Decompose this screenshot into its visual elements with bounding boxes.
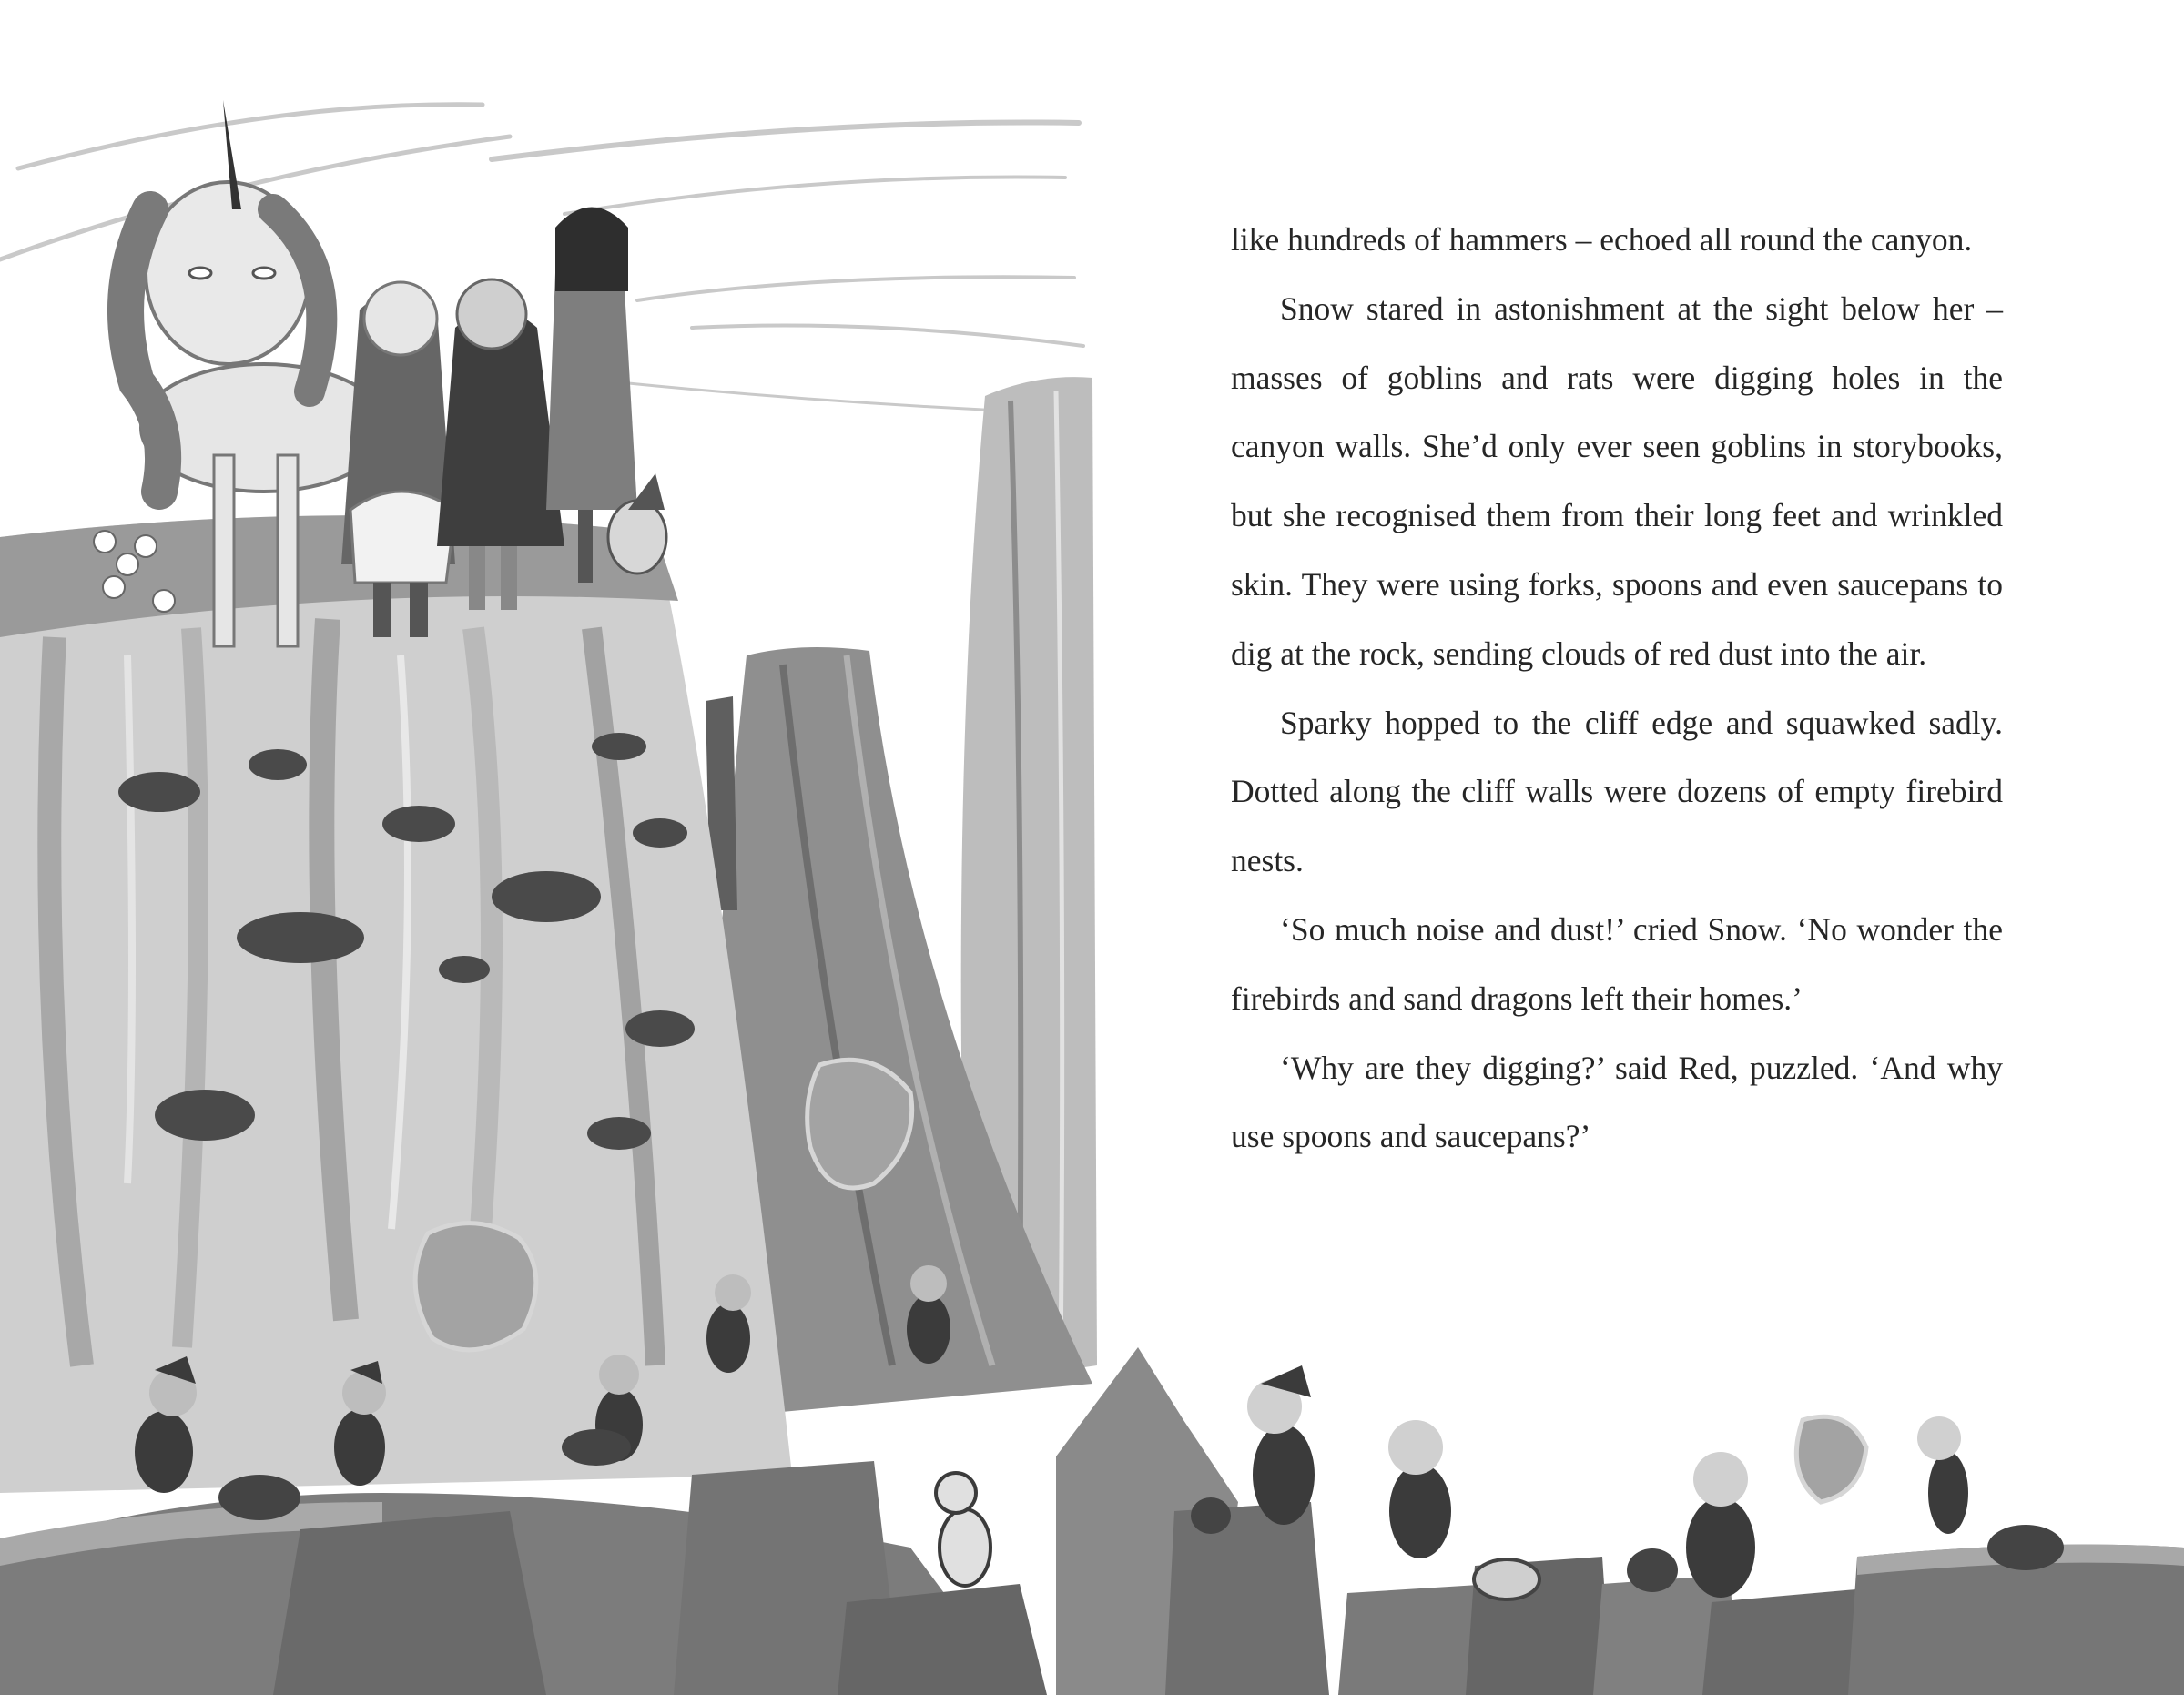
paragraph: Snow stared in astonishment at the sight below her – masses of goblins and rats were digging holes in the canyon walls. She’d only ever seen goblins in storybooks, but she recognised them from their long feet and wrinkled skin. They were using forks, spoons and even saucepans to dig at the rock, sending clouds of red dust into the air. [1231,289,2003,672]
paragraph: ‘Why are they digging?’ said Red, puzzled. ‘And why use spoons and saucepans?’ [1231,1049,2003,1155]
goblin [1686,1452,1755,1598]
goblin [1247,1365,1315,1525]
story-text [1231,206,2003,1172]
goblin [936,1473,990,1586]
goblin [1388,1420,1451,1558]
paragraph: like hundreds of hammers – echoed all round the canyon. [1231,221,1973,258]
main-cliff [0,515,792,1493]
goblin [1917,1416,1968,1534]
red-riding-hood [341,282,455,637]
goblin [907,1265,950,1364]
paragraph: ‘So much noise and dust!’ cried Snow. ‘No wonder the firebirds and sand dragons left their homes.’ [1231,910,2003,1017]
paragraph: Sparky hopped to the cliff edge and squawked sadly. Dotted along the cliff walls were dozens of empty firebird nests. [1231,704,2003,879]
